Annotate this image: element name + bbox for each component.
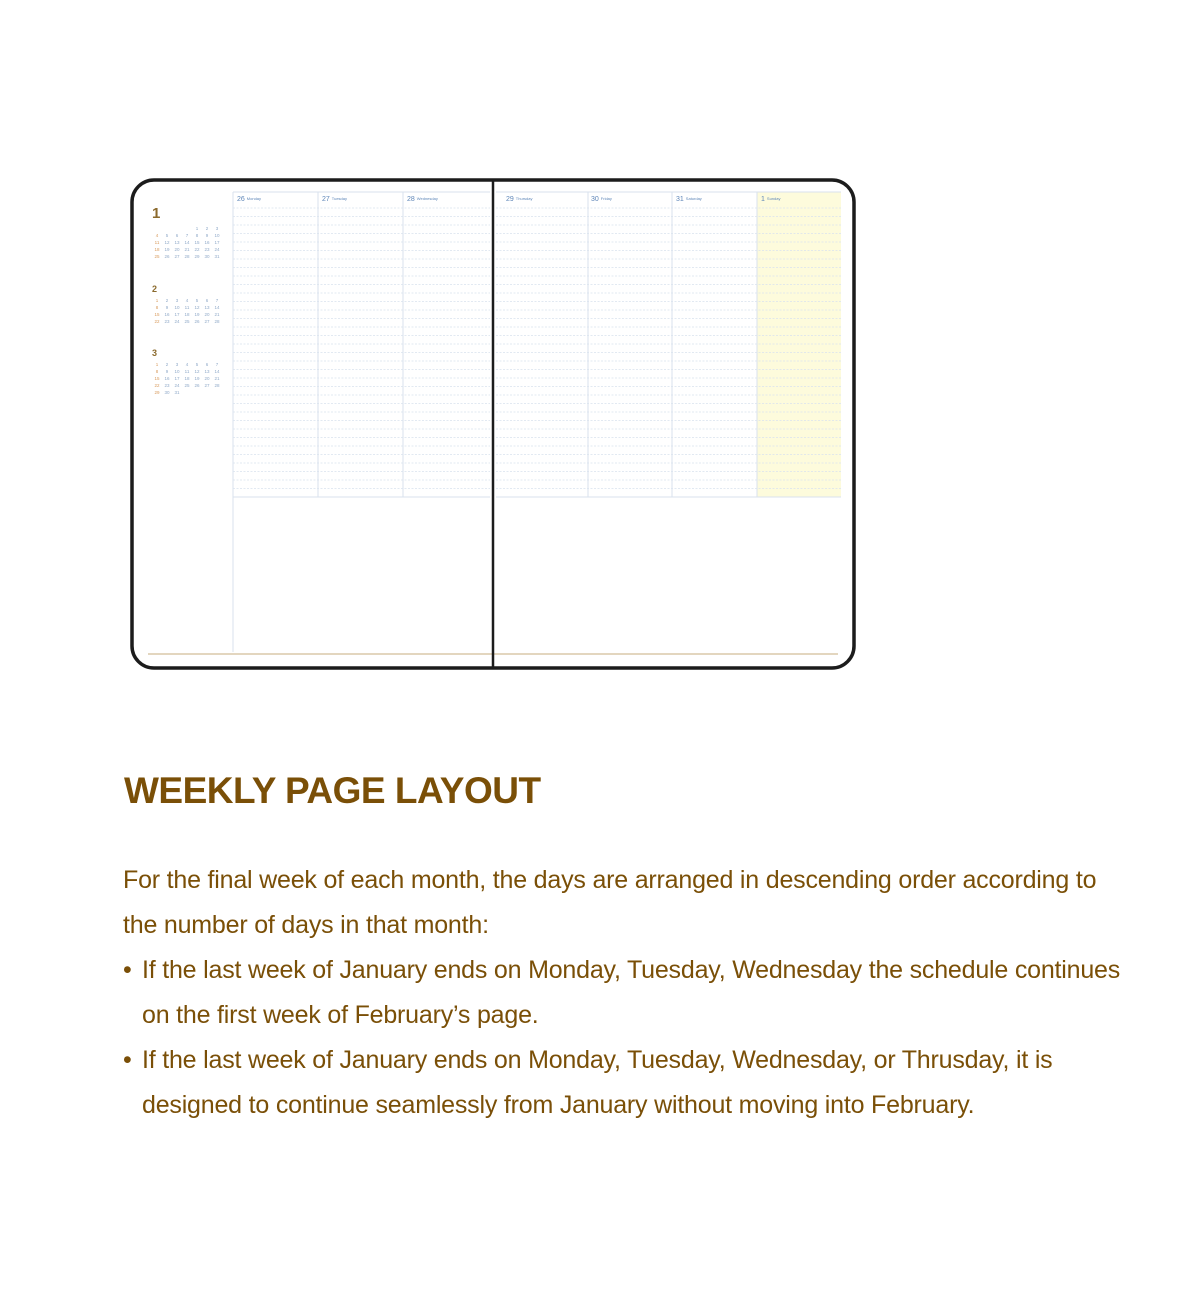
mini-calendar-day: 5	[165, 233, 169, 238]
day-number: 29	[506, 196, 514, 203]
bullet-marker: •	[123, 956, 132, 984]
day-name: Monday	[246, 196, 262, 201]
mini-calendar-day: 9	[165, 369, 169, 374]
mini-calendar-day: 29	[154, 390, 160, 395]
mini-calendar-day: 30	[204, 254, 210, 259]
planner-spread	[130, 178, 856, 670]
day-header-friday	[591, 196, 612, 203]
mini-calendar-day: 3	[175, 298, 179, 303]
mini-calendar-day: 28	[214, 383, 220, 388]
day-number: 28	[407, 196, 415, 203]
mini-calendar-day: 16	[164, 376, 170, 381]
mini-calendar-day: 12	[194, 369, 200, 374]
mini-calendar-day: 24	[174, 319, 180, 324]
mini-calendar-day	[182, 389, 192, 396]
bullet-text: If the last week of January ends on Monday, Tuesday, Wednesday the schedule continues on the first week of February’s page.	[142, 956, 1121, 1029]
mini-calendar-day: 31	[174, 390, 180, 395]
mini-calendar-day: 5	[195, 362, 199, 367]
mini-calendar-day: 15	[154, 312, 160, 317]
mini-calendar-day: 8	[155, 305, 159, 310]
mini-calendar-day: 14	[214, 305, 220, 310]
mini-calendar-day: 24	[174, 383, 180, 388]
mini-calendar-days	[152, 361, 222, 396]
mini-calendar-day: 9	[205, 233, 209, 238]
mini-calendar-day: 1	[155, 298, 159, 303]
mini-calendar-day: 11	[184, 305, 190, 310]
mini-calendar-day: 21	[214, 376, 220, 381]
mini-calendar-month: 3	[152, 348, 158, 358]
mini-calendar-day: 20	[174, 247, 180, 252]
mini-calendar-day: 3	[215, 226, 219, 231]
day-header-thursday	[506, 196, 532, 203]
section-title: WEEKLY PAGE LAYOUT	[124, 770, 541, 811]
mini-calendar-day: 18	[154, 247, 160, 252]
bullet-text: If the last week of January ends on Monday, Tuesday, Wednesday, or Thrusday, it is designed to continue seamlessly from January without moving into February.	[142, 1046, 1053, 1119]
mini-calendar-day: 1	[155, 362, 159, 367]
day-header-saturday	[676, 196, 702, 203]
mini-calendar-day: 22	[154, 383, 160, 388]
mini-calendar-day	[172, 225, 182, 232]
mini-calendar-day: 25	[184, 383, 190, 388]
mini-calendar-day: 2	[165, 362, 169, 367]
day-name: Saturday	[685, 196, 702, 201]
mini-calendar-day: 23	[164, 319, 170, 324]
mini-calendar-day: 21	[184, 247, 190, 252]
mini-calendar-day: 4	[155, 233, 159, 238]
mini-calendar-day	[152, 225, 162, 232]
day-number: 30	[591, 196, 599, 203]
mini-calendar-day: 9	[165, 305, 169, 310]
schedule-grid	[233, 192, 841, 652]
mini-calendar-day: 31	[214, 254, 220, 259]
day-name: Tuesday	[331, 196, 347, 201]
day-number: 26	[237, 196, 245, 203]
mini-calendar-day: 8	[195, 233, 199, 238]
day-header-sunday	[761, 196, 780, 203]
mini-calendar-day: 25	[154, 254, 160, 259]
day-name: Thursday	[515, 196, 533, 201]
mini-calendar-day: 19	[194, 376, 200, 381]
mini-calendar-day: 22	[194, 247, 200, 252]
mini-calendar-day: 27	[174, 254, 180, 259]
mini-calendar-day: 2	[165, 298, 169, 303]
mini-calendar-day: 26	[194, 383, 200, 388]
mini-calendar-day: 12	[164, 240, 170, 245]
mini-calendar-day	[202, 389, 212, 396]
mini-calendar-day: 15	[154, 376, 160, 381]
mini-calendar-day: 10	[174, 369, 180, 374]
mini-calendar-day	[192, 389, 202, 396]
mini-calendar-day: 12	[194, 305, 200, 310]
mini-calendar-day: 28	[214, 319, 220, 324]
mini-calendar-day: 25	[184, 319, 190, 324]
mini-calendar-day: 27	[204, 383, 210, 388]
mini-calendar-day: 6	[175, 233, 179, 238]
mini-calendar-february	[152, 284, 222, 325]
mini-calendar-day: 14	[184, 240, 190, 245]
bullet-item	[123, 948, 1123, 1038]
mini-calendar-day: 30	[164, 390, 170, 395]
mini-calendar-day: 28	[184, 254, 190, 259]
mini-calendar-day: 17	[214, 240, 220, 245]
day-header-monday	[237, 196, 261, 203]
mini-calendar-days	[152, 225, 222, 260]
mini-calendar-day: 13	[204, 369, 210, 374]
day-number: 27	[322, 196, 330, 203]
mini-calendar-day	[182, 225, 192, 232]
mini-calendar-day: 10	[214, 233, 220, 238]
mini-calendar-day: 16	[204, 240, 210, 245]
mini-calendar-day: 23	[164, 383, 170, 388]
weekly-planner-illustration	[130, 178, 856, 670]
mini-calendar-day: 11	[154, 240, 160, 245]
day-name: Wednesday	[416, 196, 438, 201]
mini-calendar-day: 7	[185, 233, 189, 238]
mini-calendar-day: 17	[174, 312, 180, 317]
mini-calendar-day: 22	[154, 319, 160, 324]
mini-calendar-day: 6	[205, 362, 209, 367]
mini-calendar-day	[162, 225, 172, 232]
mini-calendar-month: 2	[152, 284, 158, 294]
mini-calendar-january	[152, 206, 222, 260]
mini-calendar-day: 8	[155, 369, 159, 374]
mini-calendar-day: 27	[204, 319, 210, 324]
mini-calendar-march	[152, 348, 222, 396]
mini-calendar-day: 17	[174, 376, 180, 381]
mini-calendar-day: 19	[194, 312, 200, 317]
intro-paragraph: For the final week of each month, the days are arranged in descending order according to the number of days in that month:	[123, 866, 1097, 939]
day-name: Sunday	[766, 196, 781, 201]
day-header-wednesday	[407, 196, 438, 203]
mini-calendar-day: 24	[214, 247, 220, 252]
day-number: 1	[761, 196, 765, 203]
mini-calendar-day: 23	[204, 247, 210, 252]
mini-calendar-day: 19	[164, 247, 170, 252]
mini-calendar-day: 3	[175, 362, 179, 367]
mini-calendar-day: 20	[204, 376, 210, 381]
mini-calendar-day: 20	[204, 312, 210, 317]
mini-calendar-day	[212, 389, 222, 396]
mini-calendar-day: 4	[185, 362, 189, 367]
highlight-column	[757, 192, 841, 497]
mini-calendar-day: 16	[164, 312, 170, 317]
mini-calendar-day: 18	[184, 312, 190, 317]
day-number: 31	[676, 196, 684, 203]
mini-calendar-day: 18	[184, 376, 190, 381]
mini-calendar-day: 1	[195, 226, 199, 231]
mini-calendar-day: 7	[215, 298, 219, 303]
mini-calendar-day: 13	[204, 305, 210, 310]
mini-calendar-day: 5	[195, 298, 199, 303]
bullet-marker: •	[123, 1046, 132, 1074]
mini-calendar-day: 6	[205, 298, 209, 303]
mini-calendar-day: 26	[194, 319, 200, 324]
mini-calendar-day: 11	[184, 369, 190, 374]
mini-calendar-day: 4	[185, 298, 189, 303]
mini-calendar-day: 10	[174, 305, 180, 310]
mini-calendar-day: 14	[214, 369, 220, 374]
bullet-item	[123, 1038, 1123, 1128]
mini-calendar-day: 29	[194, 254, 200, 259]
mini-calendar-day: 2	[205, 226, 209, 231]
mini-calendar-day: 21	[214, 312, 220, 317]
mini-calendar-month: 1	[152, 205, 161, 222]
mini-calendar-day: 26	[164, 254, 170, 259]
day-header-tuesday	[322, 196, 347, 203]
mini-calendar-day: 7	[215, 362, 219, 367]
day-name: Friday	[600, 196, 612, 201]
mini-calendar-days	[152, 297, 222, 325]
mini-calendar-day: 13	[174, 240, 180, 245]
mini-calendar-day: 15	[194, 240, 200, 245]
